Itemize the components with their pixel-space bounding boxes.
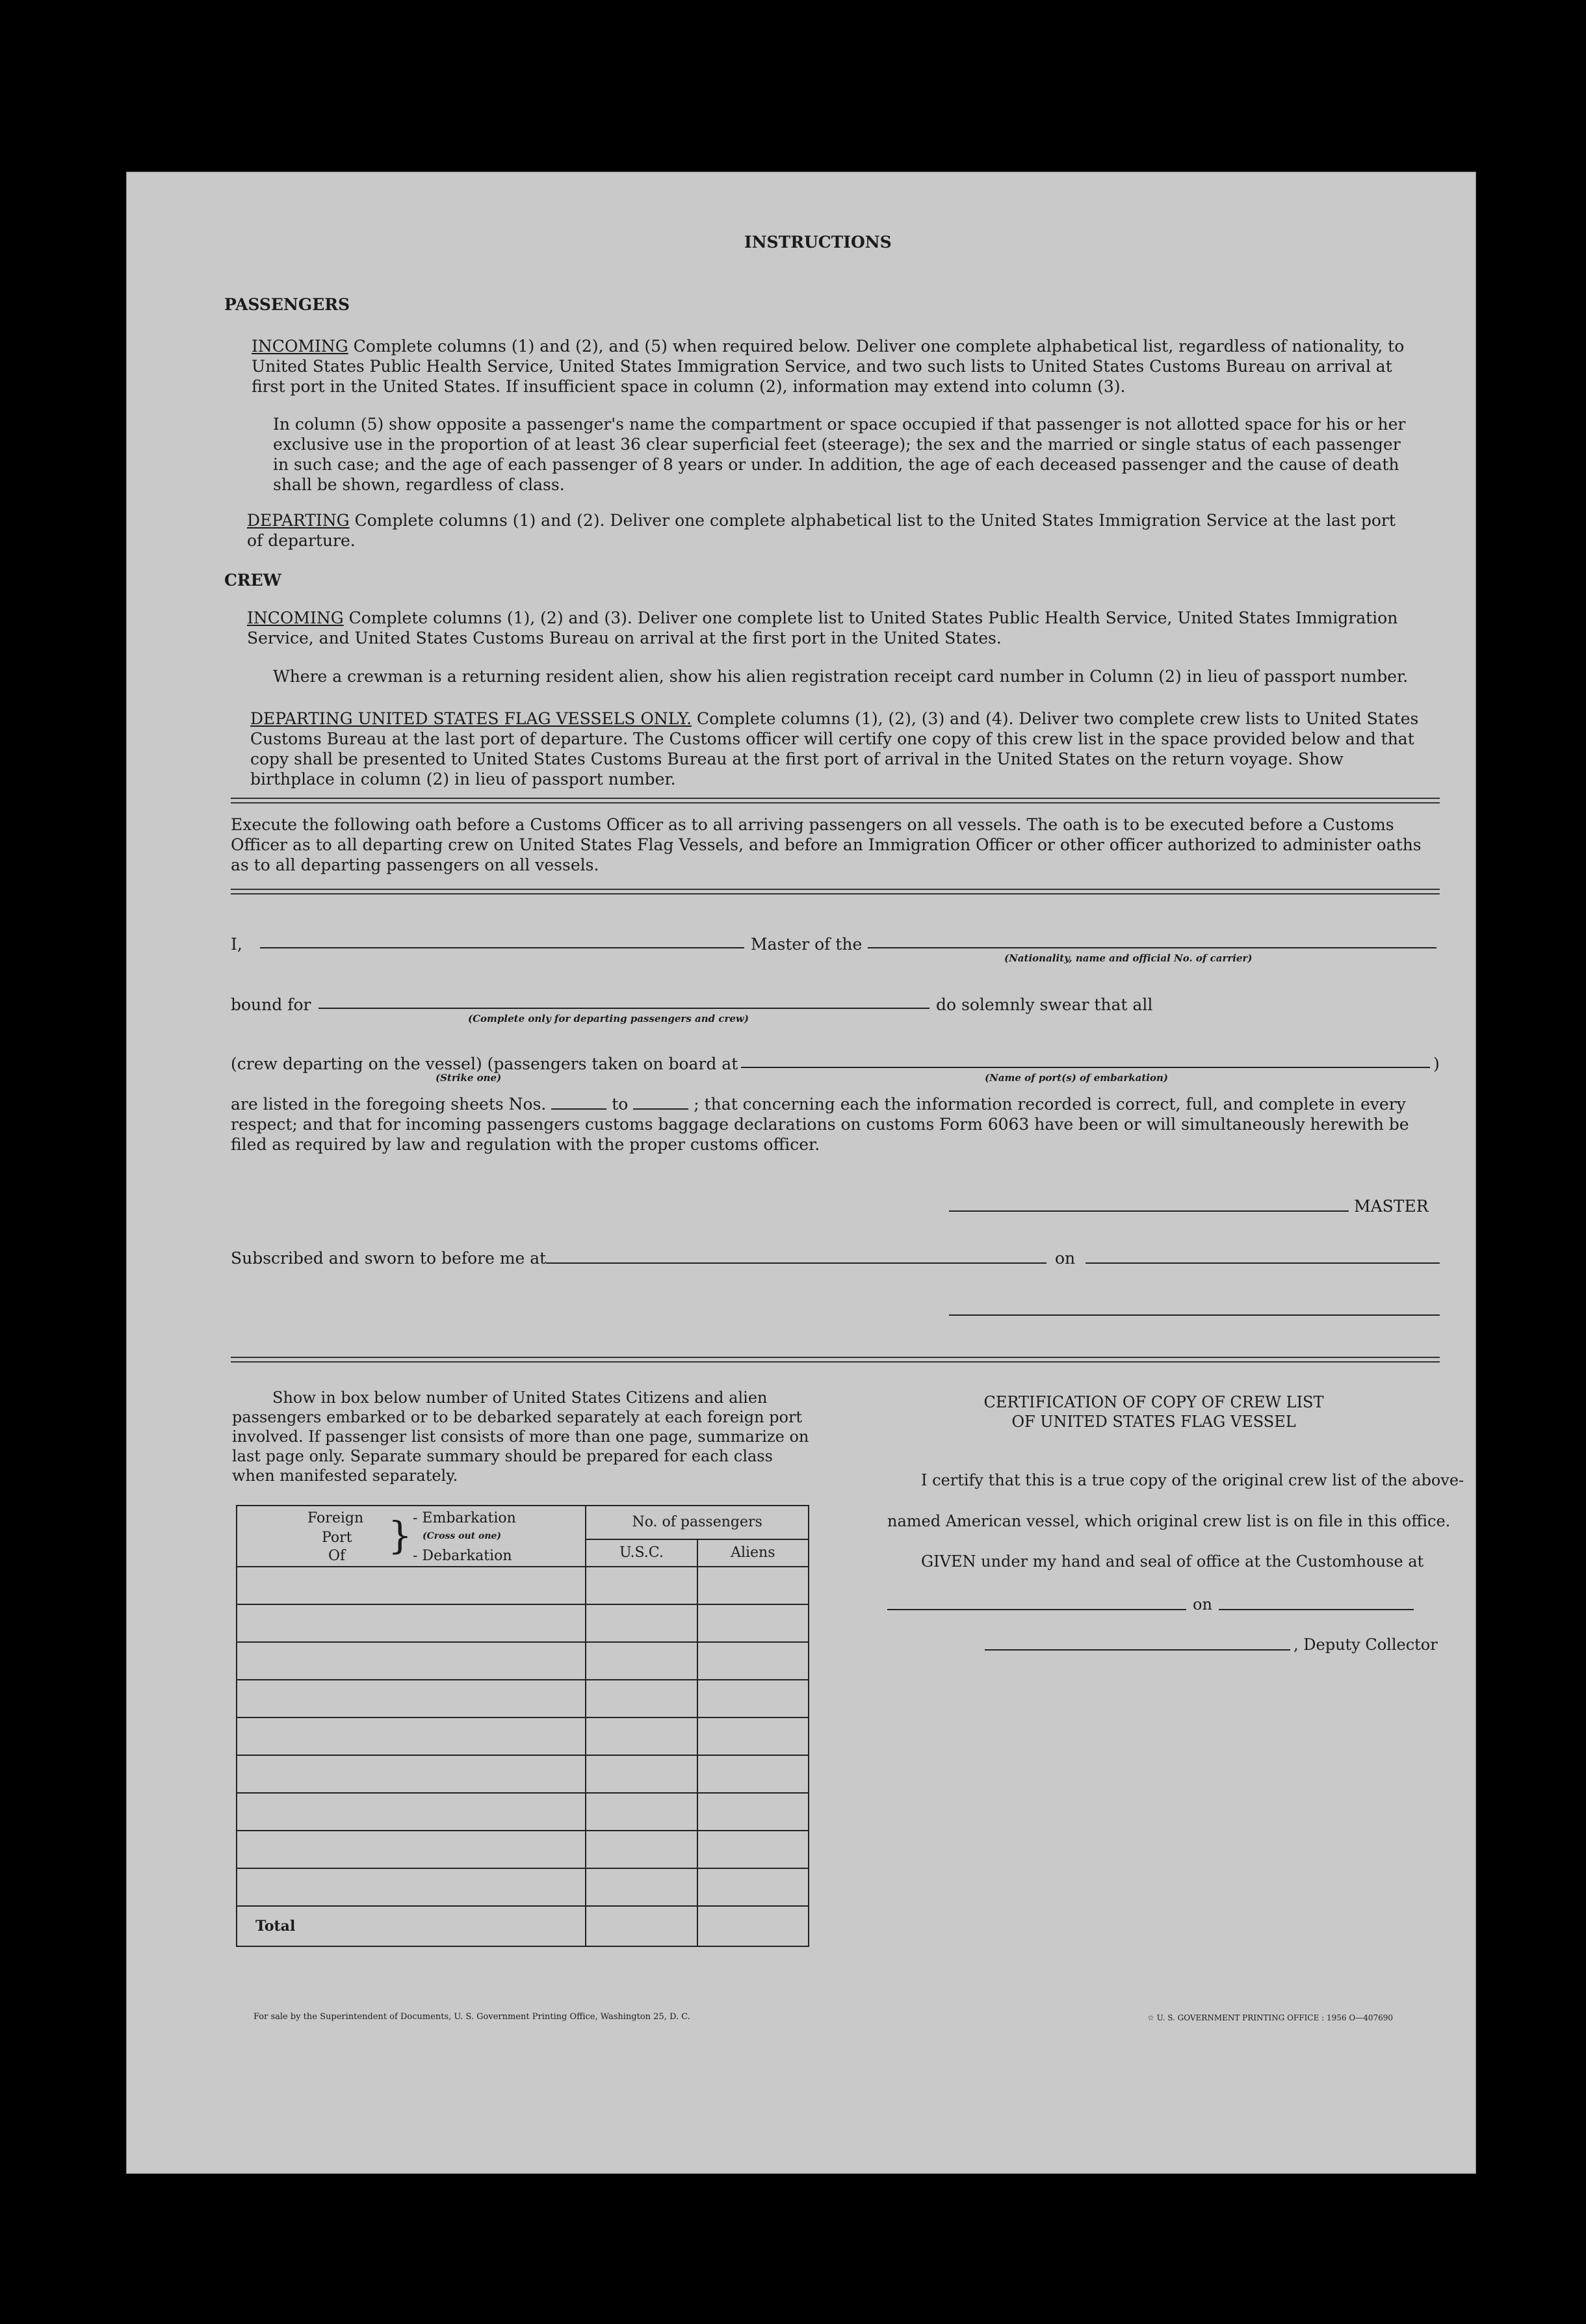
table-row [237,1680,809,1717]
embarkation-ports-field[interactable] [741,1067,1430,1068]
customhouse-field[interactable] [887,1609,1186,1610]
master-of-label: Master of the [751,935,863,954]
oath-intro-paragraph: Execute the following oath before a Customs Officer as to all arriving passengers on all vessels. The oath is to be executed before a Customs Officer as to all departing crew on United States Flag Vessels, and before an Immigration Officer or other officer authorized to administer oaths as to all departing passengers on all vessels. [231,815,1422,874]
passengers-departing-text: Complete columns (1) and (2). Deliver one complete alphabetical list to the United States Immigration Service at the last port of departure. [247,511,1396,550]
master-label: MASTER [1354,1197,1429,1216]
aliens-cell[interactable] [697,1755,809,1793]
crew-incoming-paragraph [247,608,1415,648]
strike-one-caption: (Strike one) [436,1072,502,1084]
port-cell[interactable] [237,1831,586,1868]
foreign-label: Foreign [307,1510,364,1526]
crew-departing-label: DEPARTING UNITED STATES FLAG VESSELS ONLY. [250,709,692,728]
cross-out-caption: (Cross out one) [422,1531,502,1541]
crew-resident-paragraph: Where a crewman is a returning resident alien, show his alien registration receipt card number in Column (2) in lieu of passport number. [273,667,1409,686]
subscribed-place-field[interactable] [546,1262,1046,1264]
table-row [237,1793,809,1831]
total-label: Total [237,1906,586,1946]
subscribed-on-label: on [1055,1249,1076,1268]
port-cell[interactable] [237,1604,586,1642]
port-cell[interactable] [237,1717,586,1755]
total-usc-cell[interactable] [586,1906,697,1946]
aliens-cell[interactable] [697,1793,809,1831]
certification-title-1: CERTIFICATION OF COPY OF CREW LIST [983,1393,1324,1411]
aliens-cell[interactable] [697,1831,809,1868]
aliens-cell[interactable] [697,1717,809,1755]
page-title: INSTRUCTIONS [744,233,892,252]
ports-caption: (Name of port(s) of embarkation) [985,1072,1168,1084]
table-row [237,1755,809,1793]
usc-cell[interactable] [586,1717,697,1755]
sheets-prefix: are listed in the foregoing sheets Nos. [231,1095,547,1114]
certification-title-2: OF UNITED STATES FLAG VESSEL [1011,1413,1296,1431]
divider [231,889,1440,894]
aliens-cell[interactable] [697,1868,809,1906]
swear-text: do solemnly swear that all [936,995,1153,1014]
sheets-paragraph [231,1094,1433,1155]
sheet-from-field[interactable] [551,1095,606,1110]
passengers-column5-paragraph: In column (5) show opposite a passenger's name the compartment or space occupied if that passenger is not allotted space for his or her exclusive use in the proportion of at least 36 clear superficial feet (steerage); the sex and the married or single status of each passenger in such case; and the age of each passenger of 8 years or under. In addition, the age of each deceased passenger and the cause of death shall be shown, regardless of class. [273,415,1406,494]
carrier-caption: (Nationality, name and official No. of carrier) [1004,952,1253,964]
form-page [127,172,1476,2173]
brace: } [388,1513,412,1558]
sheets-to: to [612,1095,629,1114]
crew-incoming-text: Complete columns (1), (2) and (3). Deliver one complete list to United States Public Health Service, United States Immigration Service, and United States Customs Bureau on arrival at the first port in the United States. [247,608,1398,647]
crew-departing-paragraph [250,709,1420,789]
passengers-departing-paragraph [247,510,1415,551]
embarkation-label: - Embarkation [413,1510,516,1526]
usc-cell[interactable] [586,1868,697,1906]
table-row [237,1642,809,1680]
port-cell[interactable] [237,1868,586,1906]
certification-on-label: on [1193,1595,1212,1613]
usc-cell[interactable] [586,1831,697,1868]
footer-left: For sale by the Superintendent of Documents, U. S. Government Printing Office, Washington 25, D. C. [254,2012,690,2022]
port-cell[interactable] [237,1680,586,1717]
crew-incoming-label: INCOMING [247,608,344,627]
total-row [237,1906,809,1946]
master-signature-field[interactable] [949,1210,1349,1212]
crew-passengers-text: (crew departing on the vessel) (passengers taken on board at [231,1054,738,1073]
master-name-field[interactable] [260,947,744,948]
divider [231,798,1440,803]
given-text: GIVEN under my hand and seal of office at the Customhouse at [921,1552,1424,1571]
usc-cell[interactable] [586,1680,697,1717]
passenger-count-table [236,1505,809,1947]
usc-cell[interactable] [586,1793,697,1831]
usc-cell[interactable] [586,1604,697,1642]
table-row [237,1604,809,1642]
of-label: Of [328,1548,346,1564]
summary-paragraph: Show in box below number of United States Citizens and alien passengers embarked or to be debarked separately at each foreign port involved. If passenger list consists of more than one page, summarize on last page only. Separate summary should be prepared for each class when manifested separately. [232,1389,809,1485]
port-cell[interactable] [237,1567,586,1604]
passengers-heading: PASSENGERS [224,295,350,314]
aliens-cell[interactable] [697,1680,809,1717]
subscribed-label: Subscribed and sworn to before me at [231,1249,547,1268]
aliens-cell[interactable] [697,1642,809,1680]
no-passengers-header: No. of passengers [586,1506,809,1539]
usc-cell[interactable] [586,1755,697,1793]
sheets-rest: ; that concerning each the information recorded is correct, full, and complete in every respect; and that for incoming passengers customs baggage declarations on customs Form 6063 have been or will simultaneously herewith be filed as required by law and regulation with the proper customs officer. [231,1095,1409,1154]
table-row [237,1717,809,1755]
oath-i-label: I, [231,935,242,954]
officer-signature-field[interactable] [949,1314,1440,1316]
usc-cell[interactable] [586,1642,697,1680]
passengers-incoming-paragraph [252,336,1415,397]
crew-departing-text: Complete columns (1), (2), (3) and (4). Deliver two complete crew lists to United States Customs Bureau at the last port of departure. The Customs officer will certify one copy of this crew list in the space provided below and that copy shall be presented to United States Customs Bureau at the first port of arrival in the United States on the return voyage. Show birthplace in column (2) in lieu of passport number. [250,709,1419,789]
carrier-field[interactable] [868,947,1436,948]
port-cell[interactable] [237,1793,586,1831]
foreign-port-header [237,1506,586,1567]
bound-for-field[interactable] [318,1008,930,1009]
footer-right: ☆ U. S. GOVERNMENT PRINTING OFFICE : 1956 O—407690 [1147,2013,1394,2022]
usc-cell[interactable] [586,1567,697,1604]
port-cell[interactable] [237,1755,586,1793]
aliens-cell[interactable] [697,1604,809,1642]
bound-for-caption: (Complete only for departing passengers and crew) [468,1013,749,1025]
subscribed-date-field[interactable] [1086,1262,1440,1264]
usc-header: U.S.C. [586,1539,697,1567]
aliens-cell[interactable] [697,1567,809,1604]
table-row [237,1567,809,1604]
deputy-collector-label: , Deputy Collector [1294,1636,1438,1654]
table-row [237,1831,809,1868]
certification-date-field[interactable] [1219,1609,1414,1610]
passengers-departing-label: DEPARTING [247,511,350,530]
close-paren: ) [1433,1054,1440,1073]
certify-line-1: I certify that this is a true copy of the original crew list of the above- [921,1471,1464,1489]
sheet-to-field[interactable] [633,1095,688,1110]
table-row [237,1868,809,1906]
total-aliens-cell[interactable] [697,1906,809,1946]
divider [231,1357,1440,1363]
crew-heading: CREW [224,571,281,590]
passengers-incoming-label: INCOMING [252,337,348,356]
port-label: Port [322,1530,352,1546]
bound-for-label: bound for [231,995,311,1014]
port-cell[interactable] [237,1642,586,1680]
deputy-signature-field[interactable] [985,1649,1290,1651]
debarkation-label: - Debarkation [413,1548,512,1564]
passengers-incoming-text: Complete columns (1) and (2), and (5) when required below. Deliver one complete alphabetical list, regardless of nationality, to United States Public Health Service, United States Immigration Service, and two such lists to United States Customs Bureau on arrival at first port in the United States. If insufficient space in column (2), information may extend into column (3). [252,337,1405,396]
aliens-header: Aliens [697,1539,809,1567]
certify-line-2: named American vessel, which original crew list is on file in this office. [887,1512,1451,1530]
